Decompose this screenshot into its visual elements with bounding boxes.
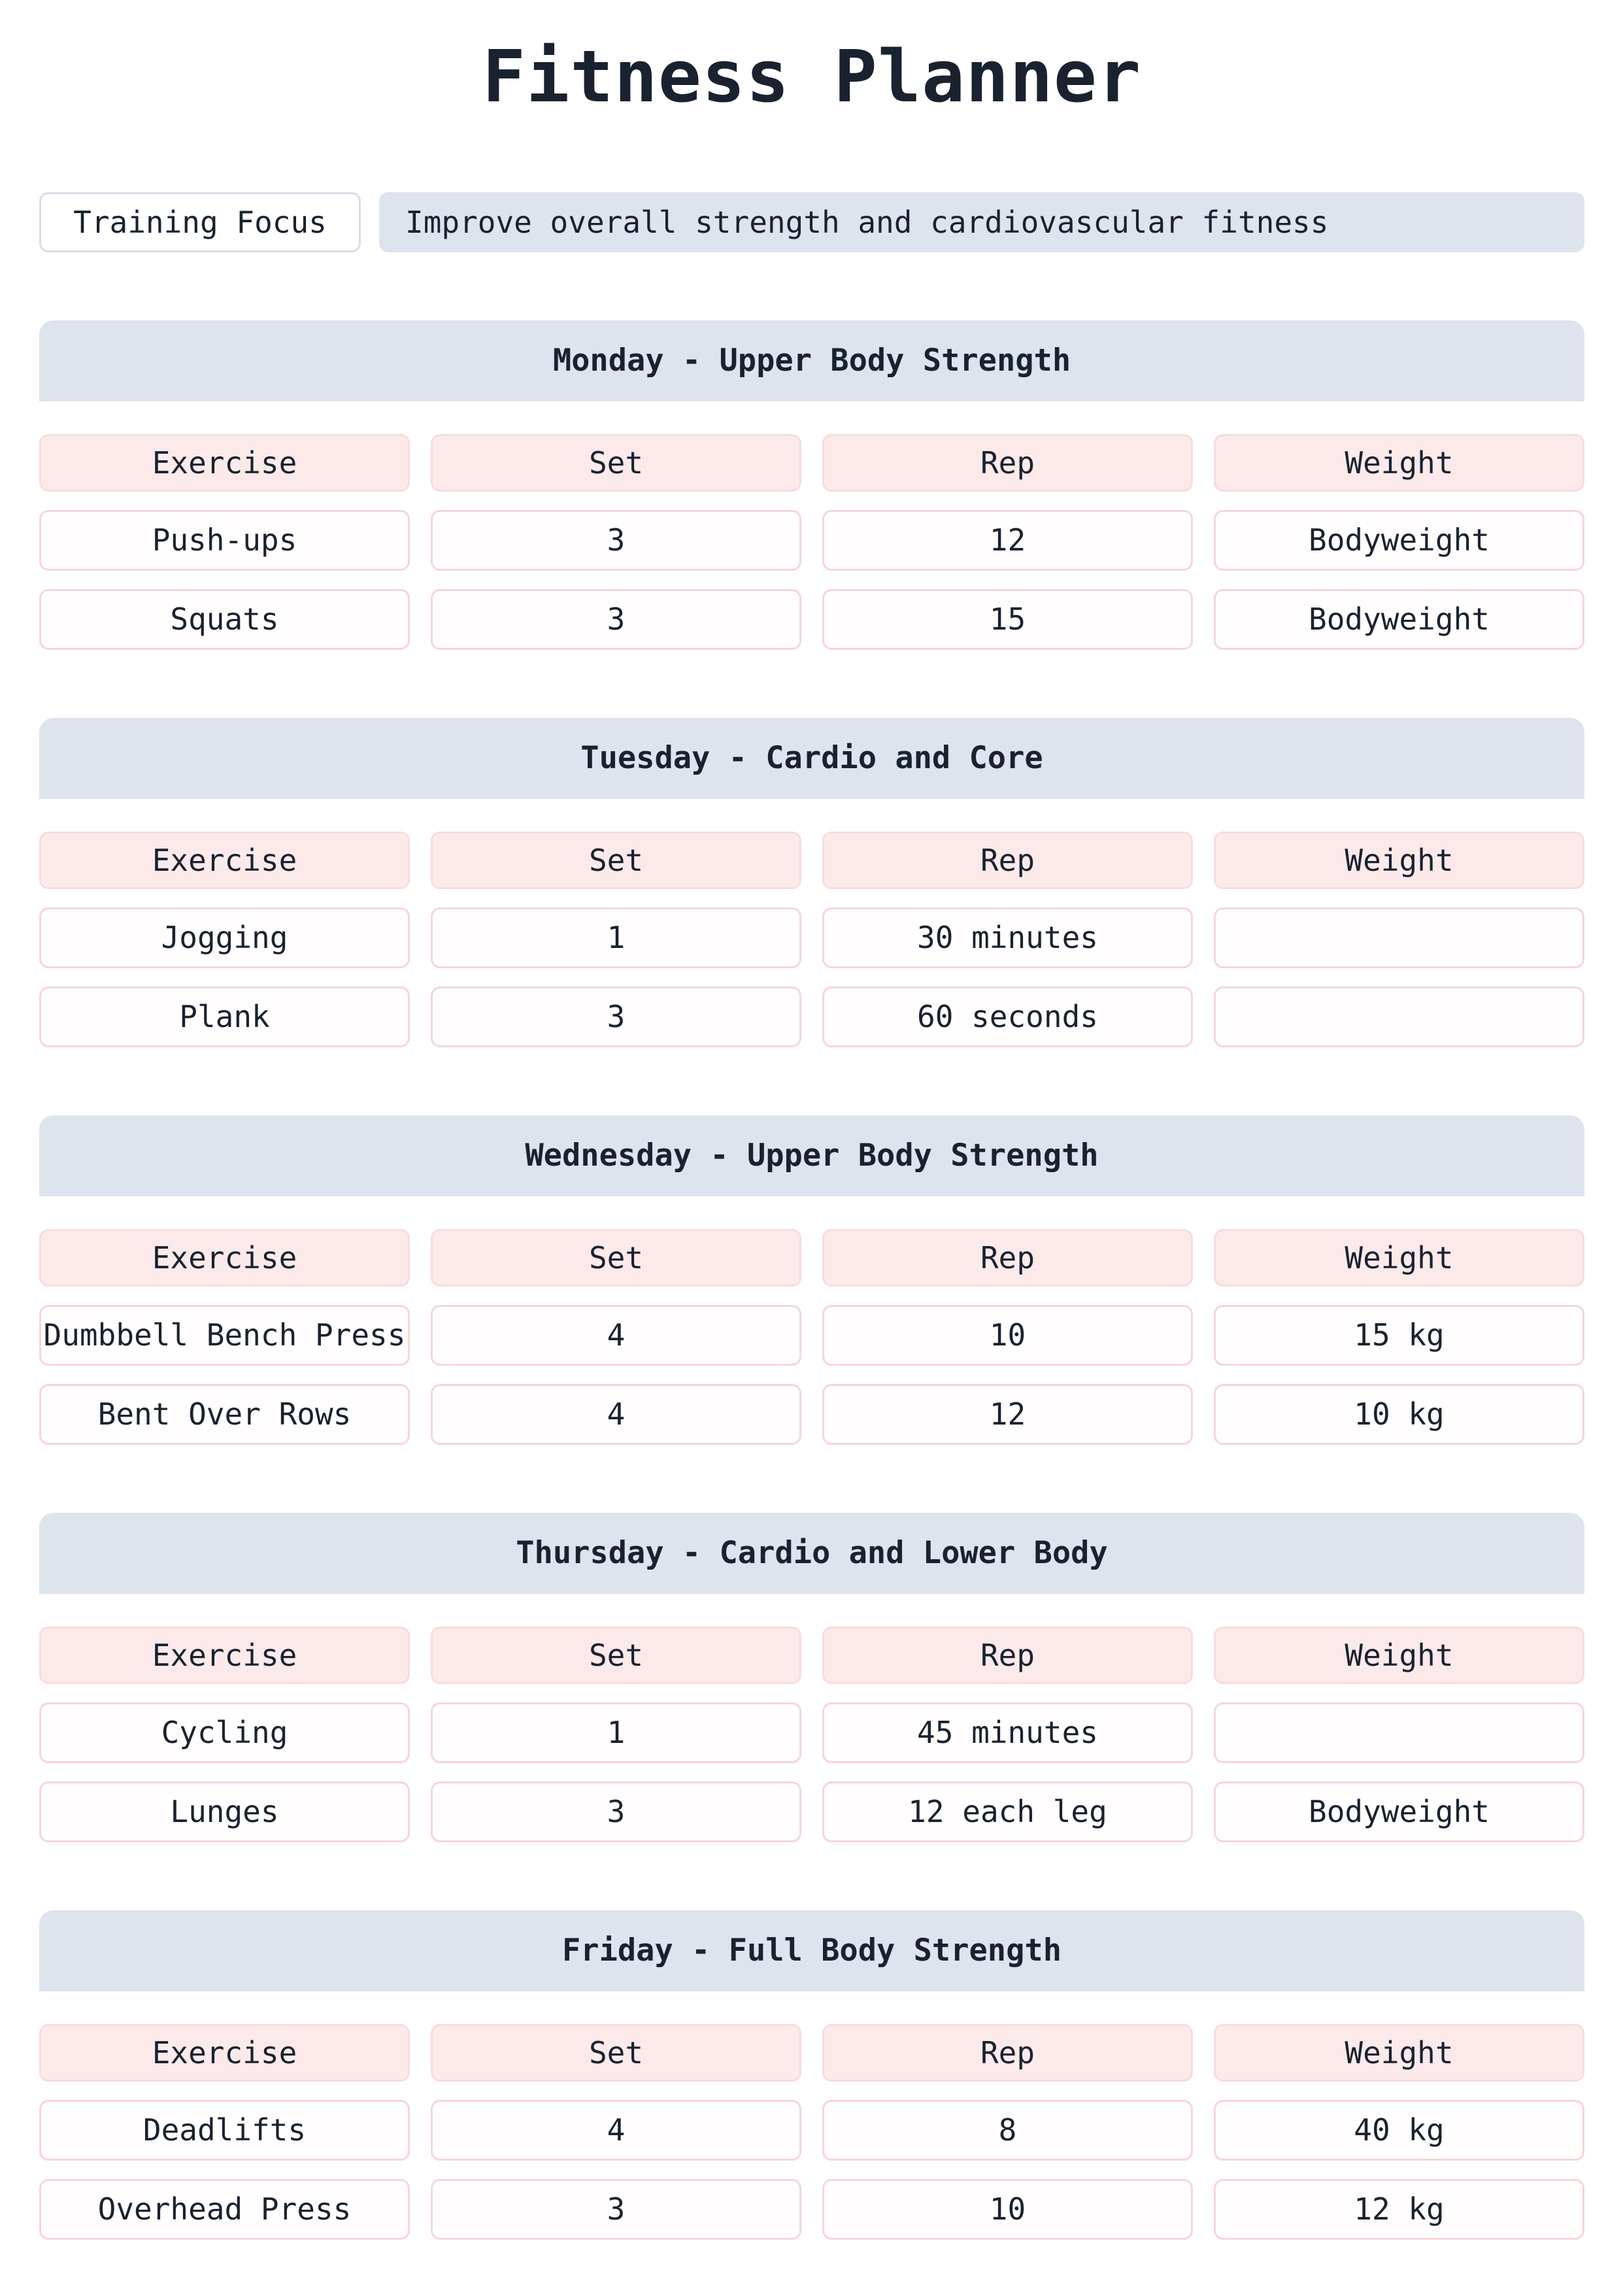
cell-weight[interactable]: 10 kg: [1214, 1384, 1584, 1445]
cell-exercise[interactable]: Plank: [39, 987, 410, 1047]
cell-weight[interactable]: 15 kg: [1214, 1305, 1584, 1366]
cell-exercise[interactable]: Lunges: [39, 1781, 410, 1842]
exercise-table: [39, 832, 1584, 1047]
day-sections: [39, 320, 1584, 2240]
cell-rep[interactable]: 10: [822, 1305, 1193, 1366]
training-focus-value-field[interactable]: Improve overall strength and cardiovascular fitness: [379, 192, 1584, 252]
cell-rep[interactable]: 45 minutes: [822, 1702, 1193, 1763]
cell-set[interactable]: 1: [431, 1702, 801, 1763]
cell-rep[interactable]: 12 each leg: [822, 1781, 1193, 1842]
training-focus-row: [39, 192, 1584, 252]
cell-exercise[interactable]: Jogging: [39, 907, 410, 968]
cell-set[interactable]: 3: [431, 1781, 801, 1842]
column-header-set: Set: [431, 2024, 801, 2082]
day-section-header: Friday - Full Body Strength: [39, 1910, 1584, 1991]
cell-exercise[interactable]: Bent Over Rows: [39, 1384, 410, 1445]
cell-set[interactable]: 3: [431, 987, 801, 1047]
exercise-table: [39, 1627, 1584, 1842]
cell-weight[interactable]: Bodyweight: [1214, 1781, 1584, 1842]
exercise-table: [39, 434, 1584, 650]
column-header-rep: Rep: [822, 434, 1193, 492]
cell-weight[interactable]: 40 kg: [1214, 2100, 1584, 2161]
cell-rep[interactable]: 10: [822, 2179, 1193, 2240]
column-header-rep: Rep: [822, 1627, 1193, 1684]
day-section: [39, 320, 1584, 650]
day-section-header: Monday - Upper Body Strength: [39, 320, 1584, 401]
cell-rep[interactable]: 12: [822, 1384, 1193, 1445]
day-section: [39, 1910, 1584, 2240]
column-header-exercise: Exercise: [39, 2024, 410, 2082]
page-title: Fitness Planner: [482, 35, 1142, 118]
exercise-table: [39, 2024, 1584, 2240]
column-header-exercise: Exercise: [39, 1229, 410, 1287]
cell-exercise[interactable]: Deadlifts: [39, 2100, 410, 2161]
column-header-weight: Weight: [1214, 434, 1584, 492]
cell-rep[interactable]: 60 seconds: [822, 987, 1193, 1047]
cell-weight[interactable]: Bodyweight: [1214, 510, 1584, 571]
cell-weight[interactable]: [1214, 1702, 1584, 1763]
day-section-header: Wednesday - Upper Body Strength: [39, 1115, 1584, 1196]
day-section: [39, 718, 1584, 1047]
training-focus-label: Training Focus: [39, 192, 361, 252]
cell-rep[interactable]: 15: [822, 589, 1193, 650]
column-header-exercise: Exercise: [39, 434, 410, 492]
cell-weight[interactable]: 12 kg: [1214, 2179, 1584, 2240]
column-header-weight: Weight: [1214, 832, 1584, 889]
cell-set[interactable]: 4: [431, 1305, 801, 1366]
cell-rep[interactable]: 30 minutes: [822, 907, 1193, 968]
column-header-set: Set: [431, 434, 801, 492]
day-section-header: Tuesday - Cardio and Core: [39, 718, 1584, 799]
cell-exercise[interactable]: Dumbbell Bench Press: [39, 1305, 410, 1366]
column-header-exercise: Exercise: [39, 832, 410, 889]
column-header-set: Set: [431, 1627, 801, 1684]
cell-set[interactable]: 3: [431, 510, 801, 571]
column-header-rep: Rep: [822, 1229, 1193, 1287]
cell-set[interactable]: 4: [431, 2100, 801, 2161]
cell-weight[interactable]: Bodyweight: [1214, 589, 1584, 650]
cell-exercise[interactable]: Cycling: [39, 1702, 410, 1763]
column-header-rep: Rep: [822, 832, 1193, 889]
day-section-header: Thursday - Cardio and Lower Body: [39, 1513, 1584, 1594]
column-header-weight: Weight: [1214, 1229, 1584, 1287]
day-section: [39, 1513, 1584, 1842]
cell-weight[interactable]: [1214, 907, 1584, 968]
cell-weight[interactable]: [1214, 987, 1584, 1047]
column-header-weight: Weight: [1214, 1627, 1584, 1684]
cell-set[interactable]: 3: [431, 2179, 801, 2240]
column-header-set: Set: [431, 1229, 801, 1287]
cell-exercise[interactable]: Overhead Press: [39, 2179, 410, 2240]
column-header-weight: Weight: [1214, 2024, 1584, 2082]
column-header-set: Set: [431, 832, 801, 889]
day-section: [39, 1115, 1584, 1445]
column-header-exercise: Exercise: [39, 1627, 410, 1684]
cell-exercise[interactable]: Squats: [39, 589, 410, 650]
cell-rep[interactable]: 8: [822, 2100, 1193, 2161]
cell-exercise[interactable]: Push-ups: [39, 510, 410, 571]
cell-rep[interactable]: 12: [822, 510, 1193, 571]
cell-set[interactable]: 3: [431, 589, 801, 650]
column-header-rep: Rep: [822, 2024, 1193, 2082]
cell-set[interactable]: 1: [431, 907, 801, 968]
cell-set[interactable]: 4: [431, 1384, 801, 1445]
exercise-table: [39, 1229, 1584, 1445]
